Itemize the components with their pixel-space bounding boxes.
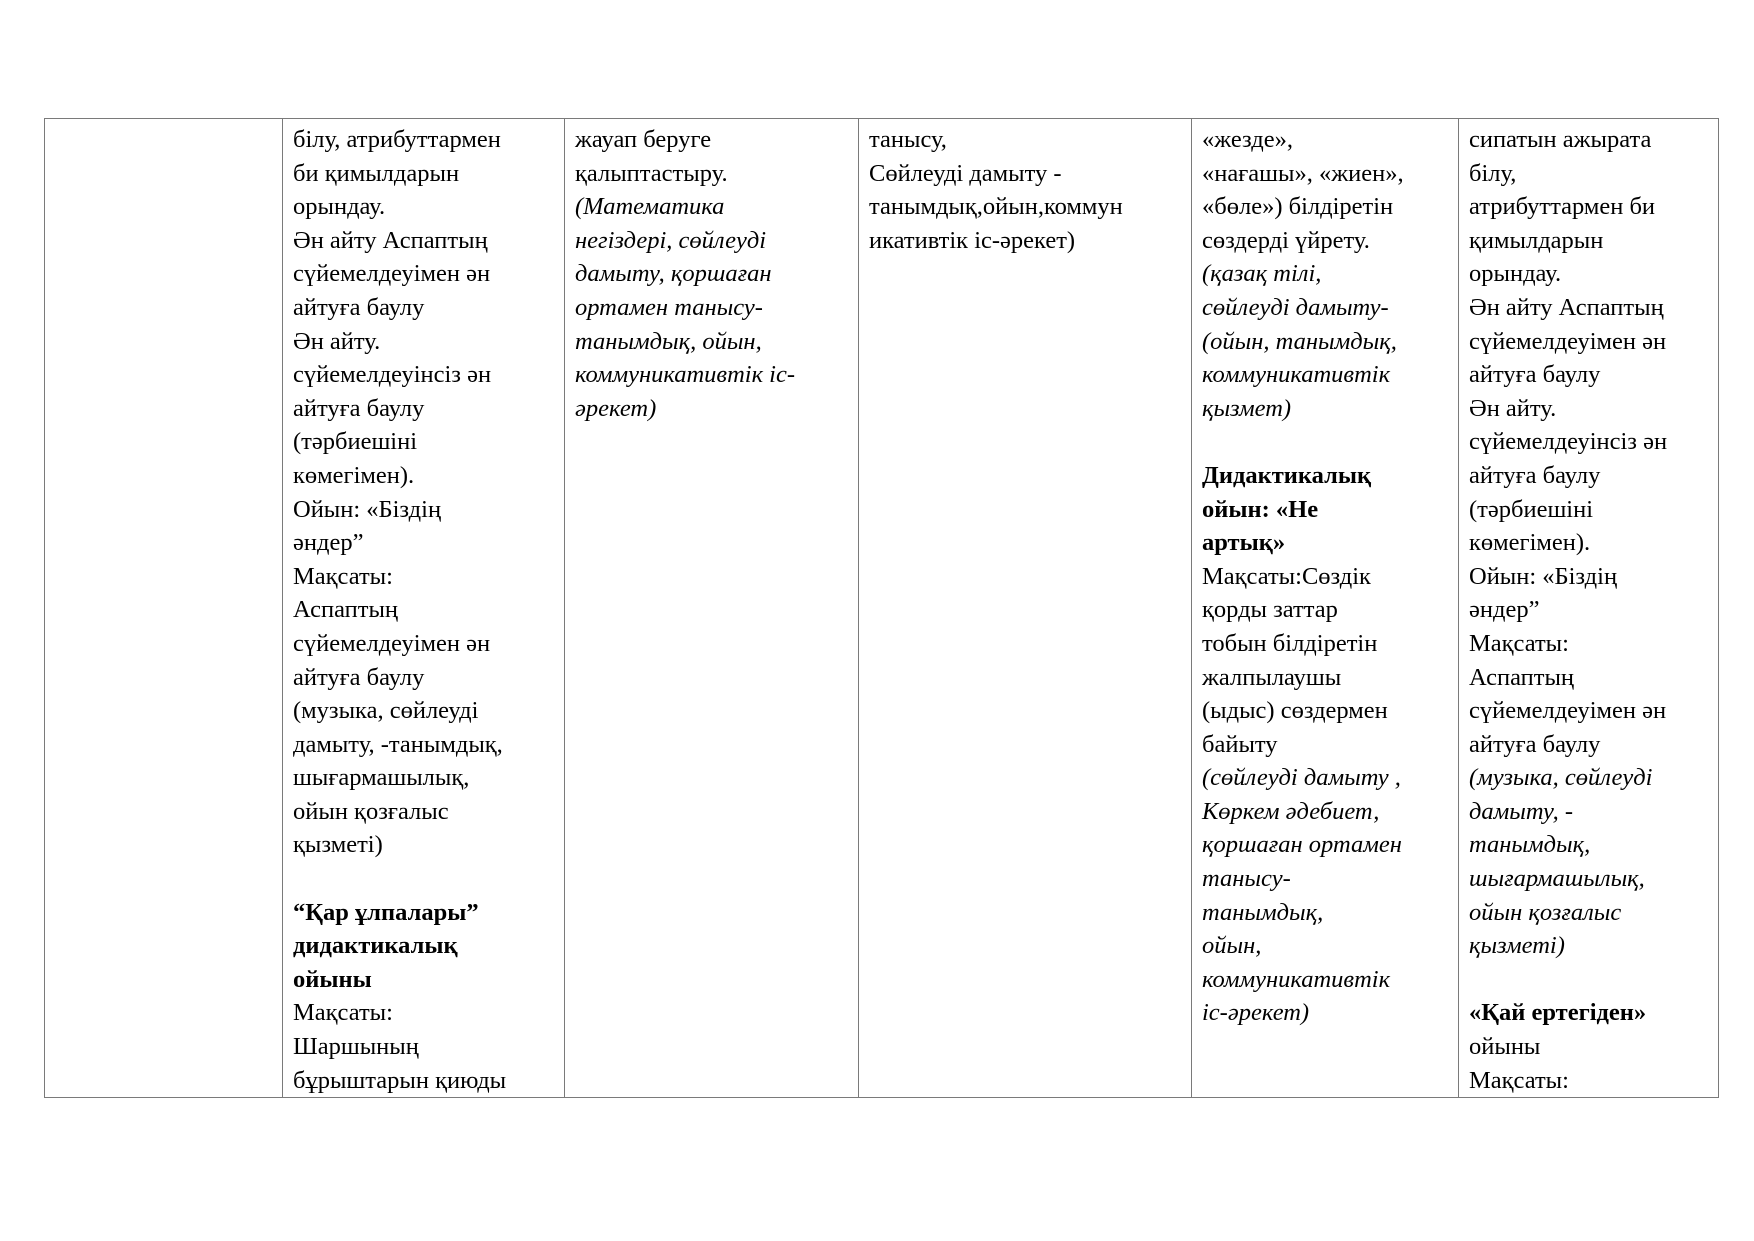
text-line: икативтік іс-әрекет) xyxy=(869,226,1076,254)
text-line: сүйемелдеуімен ән xyxy=(1469,327,1667,355)
text-line: қоршаған ортамен xyxy=(1202,831,1402,859)
text-line: коммуникативтік іс- xyxy=(575,361,795,389)
text-line: «жезде», xyxy=(1202,126,1293,153)
text-line: (қазақ тілі, xyxy=(1202,260,1322,288)
text-line: қызметі) xyxy=(1469,932,1565,960)
table-cell-music xyxy=(283,119,565,1098)
text-line: бұрыштарын қиюды xyxy=(293,1066,507,1094)
text-line: қалыптастыру. xyxy=(575,159,728,187)
text-line: коммуникативтік xyxy=(1202,965,1391,993)
text-line: Аспаптың xyxy=(293,596,399,624)
text-line: танымдық, xyxy=(1469,831,1591,859)
text-line: Ойын: «Біздің xyxy=(293,495,442,523)
text-line: Шаршының xyxy=(293,1033,419,1061)
text-line: айтуға баулу xyxy=(1469,361,1601,389)
text-line: Ән айту Аспаптың xyxy=(1469,293,1664,321)
text-line: қорды заттар xyxy=(1202,596,1338,624)
text-line: сүйемелдеуімен ән xyxy=(293,629,491,657)
text-line: Ән айту. xyxy=(293,327,381,355)
text-line: «бөле») білдіретін xyxy=(1202,193,1394,221)
text-line: дамыту, - xyxy=(1469,797,1574,825)
text-line: Мақсаты: xyxy=(1469,1066,1569,1094)
text-line: Мақсаты: xyxy=(293,562,393,590)
text-line: дамыту, -танымдық, xyxy=(293,730,503,758)
text-line: ойын қозғалыс xyxy=(1469,898,1622,926)
text-line: “Қар ұлпалары” xyxy=(293,898,479,926)
text-line: (Математика xyxy=(575,193,725,221)
text-line xyxy=(1469,963,1708,997)
text-line: айтуға баулу xyxy=(293,394,425,422)
table-cell-kazakh xyxy=(1192,119,1459,1098)
text-line: ойын: «Не xyxy=(1202,495,1319,523)
text-line: танымдық,ойын,коммун xyxy=(869,193,1123,221)
table-cell-dance xyxy=(1459,119,1719,1098)
text-line: Мақсаты:Сөздік xyxy=(1202,562,1371,590)
lesson-plan-table xyxy=(44,118,1719,1098)
text-line: Мақсаты: xyxy=(1469,629,1569,657)
text-line: Аспаптың xyxy=(1469,663,1575,691)
text-line: (тәрбиешіні xyxy=(293,428,418,456)
text-line: «Қай ертегіден» xyxy=(1469,999,1647,1027)
text-line xyxy=(1202,425,1448,459)
text-line: Ән айту Аспаптың xyxy=(293,226,488,254)
text-line: айтуға баулу xyxy=(293,293,425,321)
text-line: көмегімен). xyxy=(1469,529,1591,557)
text-line: байыту xyxy=(1202,730,1278,758)
text-line: шығармашылық, xyxy=(293,764,470,792)
text-line: дамыту, қоршаған xyxy=(575,260,772,288)
text-line: «нағашы», «жиен», xyxy=(1202,159,1404,187)
text-line: коммуникативтік xyxy=(1202,361,1391,389)
text-line: білу, атрибуттармен xyxy=(293,126,501,153)
text-line: танымдық, xyxy=(1202,898,1324,926)
text-line: Ойын: «Біздің xyxy=(1469,562,1618,590)
text-line: танысу, xyxy=(869,126,947,153)
text-line: ортамен танысу- xyxy=(575,293,763,321)
text-line xyxy=(293,862,554,896)
table-cell-math xyxy=(565,119,859,1098)
text-line: (ыдыс) сөздермен xyxy=(1202,697,1388,725)
text-line: Мақсаты: xyxy=(293,999,393,1027)
text-line: ойыны xyxy=(1469,1033,1541,1061)
text-line: Көркем әдебиет, xyxy=(1202,797,1380,825)
text-line: Сөйлеуді дамыту - xyxy=(869,159,1062,187)
text-line: ойын қозғалыс xyxy=(293,797,449,825)
text-line: сүйемелдеуінсіз ән xyxy=(1469,428,1668,456)
text-line: (музыка, сөйлеуді xyxy=(293,697,479,725)
text-line: сүйемелдеуімен ән xyxy=(1469,697,1667,725)
text-line: әндер” xyxy=(293,529,364,557)
text-line: (ойын, танымдық, xyxy=(1202,327,1397,355)
table-cell-speech xyxy=(859,119,1192,1098)
text-line: артық» xyxy=(1202,529,1286,557)
text-line: іс-әрекет) xyxy=(1202,999,1310,1027)
text-line: Ән айту. xyxy=(1469,394,1557,422)
text-line: әрекет) xyxy=(575,394,657,422)
text-line: қызмет) xyxy=(1202,394,1292,422)
table-cell-empty xyxy=(45,119,283,1098)
text-line: айтуға баулу xyxy=(1469,461,1601,489)
table-row xyxy=(45,119,1719,1098)
text-line: атрибуттармен би xyxy=(1469,193,1656,221)
text-line: танысу- xyxy=(1202,865,1291,893)
text-line: жалпылаушы xyxy=(1202,663,1342,691)
text-line: сүйемелдеуімен ән xyxy=(293,260,491,288)
text-line: танымдық, ойын, xyxy=(575,327,762,355)
text-line: сөздерді үйрету. xyxy=(1202,226,1370,254)
text-line: орындау. xyxy=(293,193,386,221)
text-line: негіздері, сөйлеуді xyxy=(575,226,767,254)
text-line: сүйемелдеуінсіз ән xyxy=(293,361,492,389)
text-line: шығармашылық, xyxy=(1469,865,1645,893)
text-line: сипатын ажырата xyxy=(1469,126,1652,153)
text-line: көмегімен). xyxy=(293,461,415,489)
text-line: жауап беруге xyxy=(575,126,712,153)
text-line: айтуға баулу xyxy=(1469,730,1601,758)
text-line: ойын, xyxy=(1202,932,1262,960)
text-line: тобын білдіретін xyxy=(1202,629,1378,657)
text-line: (сөйлеуді дамыту , xyxy=(1202,764,1401,792)
text-line: би қимылдарын xyxy=(293,159,460,187)
text-line: (музыка, сөйлеуді xyxy=(1469,764,1653,792)
text-line: дидактикалық xyxy=(293,932,458,960)
text-line: білу, xyxy=(1469,159,1517,187)
text-line: қызметі) xyxy=(293,831,383,859)
text-line: қимылдарын xyxy=(1469,226,1604,254)
text-line: ойыны xyxy=(293,965,372,993)
text-line: сөйлеуді дамыту- xyxy=(1202,293,1389,321)
text-line: Дидактикалық xyxy=(1202,461,1372,489)
text-line: орындау. xyxy=(1469,260,1562,288)
text-line: айтуға баулу xyxy=(293,663,425,691)
text-line: (тәрбиешіні xyxy=(1469,495,1594,523)
text-line: әндер” xyxy=(1469,596,1540,624)
